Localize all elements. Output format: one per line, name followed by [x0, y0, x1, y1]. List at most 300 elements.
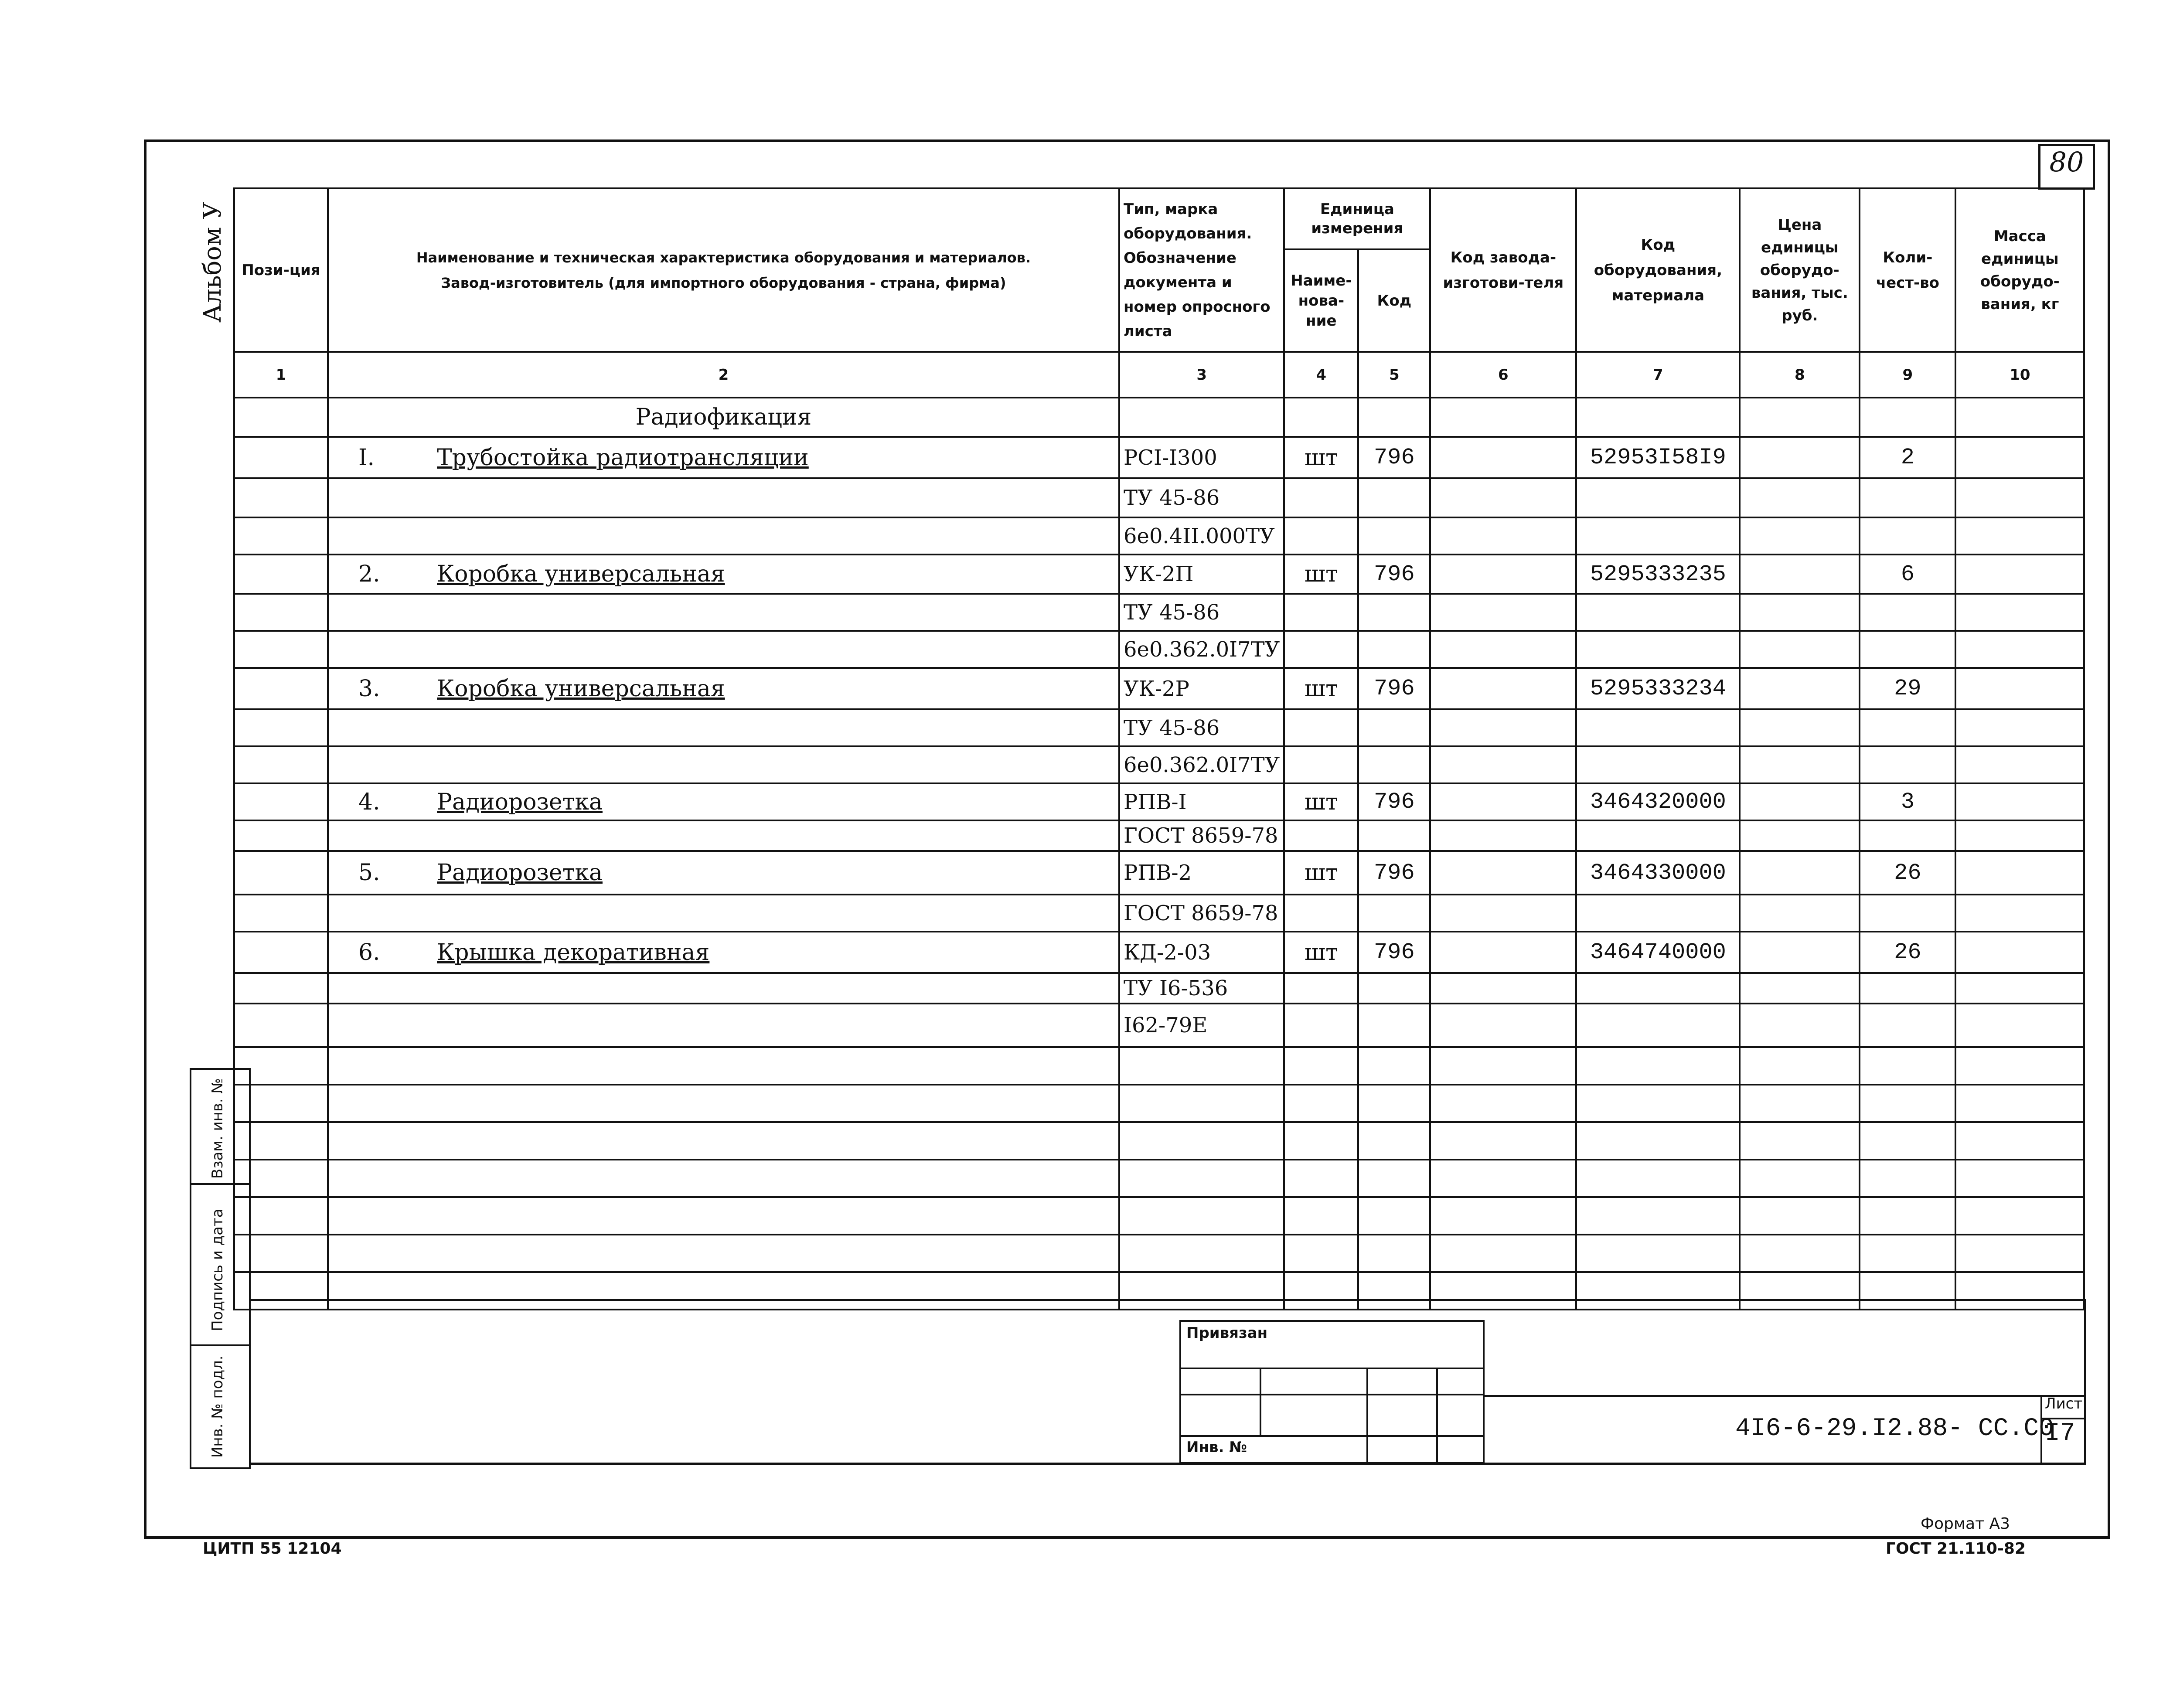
section-row [234, 398, 2084, 437]
empty-cell [1284, 1197, 1358, 1235]
cell-price [1740, 517, 1860, 555]
cell-unit-name [1284, 478, 1358, 517]
cell-type: 6е0.4II.000ТУ [1119, 517, 1284, 555]
empty-cell [1284, 1235, 1358, 1272]
cell-unit-code [1358, 631, 1430, 668]
empty-cell [1358, 1047, 1430, 1085]
empty-cell [1358, 1235, 1430, 1272]
empty-cell [1284, 1160, 1358, 1197]
empty-cell [1576, 1122, 1740, 1160]
column-number-row [234, 352, 2084, 398]
form-bottom-line [251, 1463, 2086, 1465]
column-number: 8 [1740, 352, 1860, 398]
item-name: Крышка декоративная [437, 939, 710, 966]
page-number: 80 [2049, 146, 2084, 178]
cell-type: РПВ-2 [1119, 851, 1284, 895]
cell-price [1740, 895, 1860, 932]
item-number: 2. [358, 561, 380, 587]
empty-cell [1358, 1160, 1430, 1197]
empty-row [234, 1047, 2084, 1085]
cell-position [234, 820, 328, 851]
item-continuation-row [234, 1004, 2084, 1047]
cell-equipment-code: 3464330000 [1576, 851, 1740, 895]
cell-position [234, 1004, 328, 1047]
item-number: I. [358, 444, 375, 471]
cell-unit-code [1358, 517, 1430, 555]
cell-mass [1955, 594, 2084, 631]
form-right-line [2084, 1299, 2086, 1465]
item-continuation-row [234, 895, 2084, 932]
side-stamp [190, 1068, 251, 1469]
cell-mass [1955, 668, 2084, 709]
item-continuation-row [234, 973, 2084, 1004]
cell-unit-name [1284, 709, 1358, 746]
cell-mass [1955, 932, 2084, 973]
item-continuation-row [234, 594, 2084, 631]
album-label: Альбом У [198, 201, 227, 323]
cell-unit-name: шт [1284, 851, 1358, 895]
cell-name [328, 517, 1119, 555]
empty-cell [1955, 1235, 2084, 1272]
cell-unit-name: шт [1284, 555, 1358, 594]
cell-factory-code [1430, 668, 1576, 709]
empty-cell [1955, 1197, 2084, 1235]
cell-type: ТУ 45-86 [1119, 709, 1284, 746]
cell-type: 6е0.362.0I7ТУ [1119, 631, 1284, 668]
item-continuation-row [234, 746, 2084, 783]
cell-unit-code [1358, 973, 1430, 1004]
empty-cell [1119, 1160, 1284, 1197]
cell-price [1740, 631, 1860, 668]
cell-position [234, 783, 328, 820]
cell-unit-code [1358, 709, 1430, 746]
cell-name [328, 594, 1119, 631]
cell-type: УК-2Р [1119, 668, 1284, 709]
empty-cell [328, 1085, 1119, 1122]
cell-unit-code [1358, 594, 1430, 631]
cell-mass [1955, 437, 2084, 478]
empty-cell [1576, 1085, 1740, 1122]
cell-price [1740, 594, 1860, 631]
cell-factory-code [1430, 851, 1576, 895]
cell-type: ГОСТ 8659-78 [1119, 895, 1284, 932]
cell-position [234, 973, 328, 1004]
empty-cell [328, 1047, 1119, 1085]
cell-equipment-code [1576, 517, 1740, 555]
empty-cell [1119, 1272, 1284, 1310]
column-number: 3 [1119, 352, 1284, 398]
cell-quantity [1860, 746, 1955, 783]
cell-price [1740, 783, 1860, 820]
item-row [234, 668, 2084, 709]
column-number: 7 [1576, 352, 1740, 398]
section-title: Радиофикация [328, 398, 1119, 437]
header-equipment-code: Код оборудования, материала [1576, 188, 1740, 352]
empty-cell [1955, 1160, 2084, 1197]
cell-mass [1955, 478, 2084, 517]
cell-unit-name [1284, 973, 1358, 1004]
cell-factory-code [1430, 555, 1576, 594]
stamp-original-inventory: Инв. № подл. [209, 1355, 226, 1458]
sheet-label: Лист [2042, 1395, 2084, 1419]
empty-cell [1284, 1272, 1358, 1310]
item-continuation-row [234, 820, 2084, 851]
cell-position [234, 594, 328, 631]
item-name: Коробка универсальная [437, 561, 725, 587]
empty-cell [328, 1272, 1119, 1310]
header-position: Пози-ция [234, 188, 328, 352]
empty-cell [1860, 1085, 1955, 1122]
empty-cell [1284, 1085, 1358, 1122]
item-name: Трубостойка радиотрансляции [437, 444, 809, 471]
cell-factory-code [1430, 820, 1576, 851]
cell-price [1740, 820, 1860, 851]
empty-cell [1955, 1272, 2084, 1310]
item-number: 6. [358, 939, 380, 966]
cell-price [1740, 478, 1860, 517]
cell-mass [1955, 895, 2084, 932]
cell-equipment-code: 5295333235 [1576, 555, 1740, 594]
empty-cell [1358, 1122, 1430, 1160]
cell-factory-code [1430, 594, 1576, 631]
cell-name [328, 783, 1119, 820]
empty-cell [1119, 1235, 1284, 1272]
empty-cell [1430, 1235, 1576, 1272]
cell-name [328, 478, 1119, 517]
cell-mass [1955, 820, 2084, 851]
cell-factory-code [1430, 895, 1576, 932]
cell-name [328, 1004, 1119, 1047]
binding-title-block [1179, 1320, 1485, 1464]
item-name: Радиорозетка [437, 860, 603, 886]
column-number: 4 [1284, 352, 1358, 398]
cell-factory-code [1430, 746, 1576, 783]
cell-equipment-code [1576, 709, 1740, 746]
header-type: Тип, марка оборудования. Обозначение документа и номер опросного листа [1119, 188, 1284, 352]
cell-quantity [1860, 517, 1955, 555]
cell-type: ГОСТ 8659-78 [1119, 820, 1284, 851]
column-number: 5 [1358, 352, 1430, 398]
item-row [234, 932, 2084, 973]
empty-cell [1955, 1047, 2084, 1085]
cell-price [1740, 851, 1860, 895]
cell-mass [1955, 851, 2084, 895]
header-quantity: Коли-чест-во [1860, 188, 1955, 352]
empty-cell [1576, 1047, 1740, 1085]
cell-unit-code: 796 [1358, 668, 1430, 709]
footer-format: Формат А3 [1921, 1515, 2010, 1533]
empty-cell [328, 1197, 1119, 1235]
empty-cell [1284, 1047, 1358, 1085]
cell-equipment-code [1576, 973, 1740, 1004]
binding-label: Привязан [1186, 1324, 1268, 1342]
cell-position [234, 437, 328, 478]
stamp-replacement-inventory: Взам. инв. № [209, 1078, 226, 1179]
cell-type: РСI-I300 [1119, 437, 1284, 478]
cell-equipment-code: 3464740000 [1576, 932, 1740, 973]
cell-type: РПВ-I [1119, 783, 1284, 820]
cell-equipment-code [1576, 631, 1740, 668]
cell-name [328, 437, 1119, 478]
cell-unit-name [1284, 631, 1358, 668]
cell-factory-code [1430, 631, 1576, 668]
empty-cell [1860, 1047, 1955, 1085]
cell-equipment-code [1576, 594, 1740, 631]
cell-unit-name [1284, 594, 1358, 631]
cell-quantity: 26 [1860, 932, 1955, 973]
cell-position [234, 709, 328, 746]
cell-mass [1955, 517, 2084, 555]
cell-type: КД-2-03 [1119, 932, 1284, 973]
code-frame-line [1485, 1395, 2086, 1397]
cell-price [1740, 437, 1860, 478]
empty-cell [1430, 1197, 1576, 1235]
column-number: 9 [1860, 352, 1955, 398]
empty-cell [1576, 1160, 1740, 1197]
cell-unit-name [1284, 746, 1358, 783]
cell-mass [1955, 709, 2084, 746]
cell-position [234, 851, 328, 895]
cell-factory-code [1430, 517, 1576, 555]
item-row [234, 851, 2084, 895]
cell-unit-code [1358, 746, 1430, 783]
cell-unit-code: 796 [1358, 932, 1430, 973]
empty-cell [1358, 1272, 1430, 1310]
cell-factory-code [1430, 1004, 1576, 1047]
cell-equipment-code: 5295333234 [1576, 668, 1740, 709]
cell-quantity [1860, 973, 1955, 1004]
cell-unit-code [1358, 820, 1430, 851]
item-continuation-row [234, 517, 2084, 555]
item-row [234, 437, 2084, 478]
cell-unit-name [1284, 820, 1358, 851]
cell-unit-name [1284, 1004, 1358, 1047]
empty-cell [1576, 1235, 1740, 1272]
empty-row [234, 1272, 2084, 1310]
cell-name [328, 895, 1119, 932]
cell-quantity: 6 [1860, 555, 1955, 594]
empty-cell [1955, 1122, 2084, 1160]
column-number: 2 [328, 352, 1119, 398]
empty-cell [1860, 1197, 1955, 1235]
empty-row [234, 1197, 2084, 1235]
cell-quantity [1860, 820, 1955, 851]
cell-equipment-code [1576, 478, 1740, 517]
empty-cell [1358, 1085, 1430, 1122]
cell-name [328, 668, 1119, 709]
cell-position [234, 555, 328, 594]
cell-mass [1955, 555, 2084, 594]
cell-position [234, 631, 328, 668]
cell-quantity [1860, 895, 1955, 932]
column-number: 1 [234, 352, 328, 398]
empty-cell [1430, 1047, 1576, 1085]
item-continuation-row [234, 478, 2084, 517]
empty-cell [328, 1122, 1119, 1160]
cell-price [1740, 746, 1860, 783]
cell-mass [1955, 746, 2084, 783]
item-name: Радиорозетка [437, 789, 603, 815]
empty-cell [1576, 1272, 1740, 1310]
form-top-line [251, 1299, 2084, 1301]
cell-type: ТУ 45-86 [1119, 594, 1284, 631]
cell-mass [1955, 1004, 2084, 1047]
empty-cell [1740, 1272, 1860, 1310]
cell-factory-code [1430, 437, 1576, 478]
cell-quantity [1860, 631, 1955, 668]
cell-factory-code [1430, 478, 1576, 517]
cell-price [1740, 973, 1860, 1004]
inventory-number-label: Инв. № [1186, 1439, 1247, 1456]
empty-cell [1119, 1197, 1284, 1235]
cell-equipment-code: 52953I58I9 [1576, 437, 1740, 478]
cell-unit-name: шт [1284, 932, 1358, 973]
cell-name [328, 820, 1119, 851]
empty-cell [1860, 1122, 1955, 1160]
empty-cell [328, 1235, 1119, 1272]
cell-position [234, 932, 328, 973]
header-unit-name: Наиме-нова-ние [1284, 249, 1358, 352]
header-factory-code: Код завода-изготови-теля [1430, 188, 1576, 352]
cell-factory-code [1430, 709, 1576, 746]
empty-cell [1430, 1160, 1576, 1197]
empty-cell [1430, 1272, 1576, 1310]
cell-unit-name: шт [1284, 668, 1358, 709]
empty-cell [1358, 1197, 1430, 1235]
cell-factory-code [1430, 783, 1576, 820]
empty-cell [1576, 1197, 1740, 1235]
header-unit-group: Единица измерения [1284, 188, 1430, 249]
empty-row [234, 1122, 2084, 1160]
cell-equipment-code [1576, 746, 1740, 783]
cell-equipment-code [1576, 1004, 1740, 1047]
cell-position [234, 478, 328, 517]
cell-unit-code [1358, 1004, 1430, 1047]
header-mass: Масса единицы оборудо-вания, кг [1955, 188, 2084, 352]
cell-unit-name [1284, 517, 1358, 555]
cell-position [234, 746, 328, 783]
cell-unit-name: шт [1284, 783, 1358, 820]
cell-type: ТУ 45-86 [1119, 478, 1284, 517]
empty-cell [1430, 1085, 1576, 1122]
empty-cell [1740, 1047, 1860, 1085]
item-number: 4. [358, 789, 380, 815]
cell-name [328, 555, 1119, 594]
cell-unit-name [1284, 895, 1358, 932]
cell-position [234, 895, 328, 932]
empty-cell [1740, 1122, 1860, 1160]
cell-name [328, 746, 1119, 783]
cell-price [1740, 555, 1860, 594]
header-unit-code: Код [1358, 249, 1430, 352]
cell-name [328, 973, 1119, 1004]
empty-cell [1955, 1085, 2084, 1122]
item-name: Коробка универсальная [437, 675, 725, 702]
empty-cell [1119, 1047, 1284, 1085]
cell-factory-code [1430, 932, 1576, 973]
empty-cell [1740, 1235, 1860, 1272]
cell-position [234, 668, 328, 709]
cell-price [1740, 668, 1860, 709]
cell-equipment-code [1576, 895, 1740, 932]
column-number: 10 [1955, 352, 2084, 398]
empty-cell [1860, 1272, 1955, 1310]
header-price: Цена единицы оборудо-вания, тыс. руб. [1740, 188, 1860, 352]
cell-quantity [1860, 478, 1955, 517]
footer-gost: ГОСТ 21.110-82 [1886, 1540, 2026, 1558]
cell-type: ТУ I6-536 [1119, 973, 1284, 1004]
empty-cell [1860, 1160, 1955, 1197]
item-row [234, 555, 2084, 594]
header-name: Наименование и техническая характеристика оборудования и материалов. Завод-изготовитель (для импортного оборудования - страна, фирма) [328, 188, 1119, 352]
cell-name [328, 631, 1119, 668]
cell-equipment-code: 3464320000 [1576, 783, 1740, 820]
stamp-signature-date: Подпись и дата [209, 1208, 226, 1331]
cell-quantity [1860, 1004, 1955, 1047]
cell-name [328, 709, 1119, 746]
empty-cell [1119, 1085, 1284, 1122]
empty-row [234, 1235, 2084, 1272]
empty-row [234, 1085, 2084, 1122]
cell-quantity: 26 [1860, 851, 1955, 895]
empty-cell [1740, 1085, 1860, 1122]
cell-unit-code [1358, 895, 1430, 932]
item-continuation-row [234, 709, 2084, 746]
item-number: 5. [358, 860, 380, 886]
cell-price [1740, 1004, 1860, 1047]
cell-unit-name: шт [1284, 437, 1358, 478]
cell-unit-code [1358, 478, 1430, 517]
empty-cell [1430, 1122, 1576, 1160]
empty-cell [1860, 1235, 1955, 1272]
empty-row [234, 1160, 2084, 1197]
empty-cell [1740, 1197, 1860, 1235]
cell-unit-code: 796 [1358, 851, 1430, 895]
cell-quantity: 2 [1860, 437, 1955, 478]
cell-position [234, 517, 328, 555]
cell-unit-code: 796 [1358, 783, 1430, 820]
cell-mass [1955, 973, 2084, 1004]
cell-price [1740, 932, 1860, 973]
cell-price [1740, 709, 1860, 746]
empty-cell [1119, 1122, 1284, 1160]
cell-name [328, 851, 1119, 895]
cell-quantity [1860, 594, 1955, 631]
empty-cell [328, 1160, 1119, 1197]
item-row [234, 783, 2084, 820]
empty-cell [1740, 1160, 1860, 1197]
column-number: 6 [1430, 352, 1576, 398]
document-code: 4I6-6-29.I2.88- СС.С0 [1735, 1415, 2054, 1443]
cell-type: 6е0.362.0I7ТУ [1119, 746, 1284, 783]
cell-type: I62-79Е [1119, 1004, 1284, 1047]
item-continuation-row [234, 631, 2084, 668]
cell-unit-code: 796 [1358, 555, 1430, 594]
cell-quantity: 3 [1860, 783, 1955, 820]
footer-print-code: ЦИТП 55 12104 [203, 1540, 342, 1558]
cell-quantity: 29 [1860, 668, 1955, 709]
specification-table [233, 187, 2085, 1310]
empty-cell [1284, 1122, 1358, 1160]
sheet-number-box [2040, 1395, 2084, 1463]
sheet-number: I7 [2045, 1419, 2075, 1448]
cell-mass [1955, 783, 2084, 820]
cell-name [328, 932, 1119, 973]
cell-factory-code [1430, 973, 1576, 1004]
cell-mass [1955, 631, 2084, 668]
cell-type: УК-2П [1119, 555, 1284, 594]
cell-equipment-code [1576, 820, 1740, 851]
